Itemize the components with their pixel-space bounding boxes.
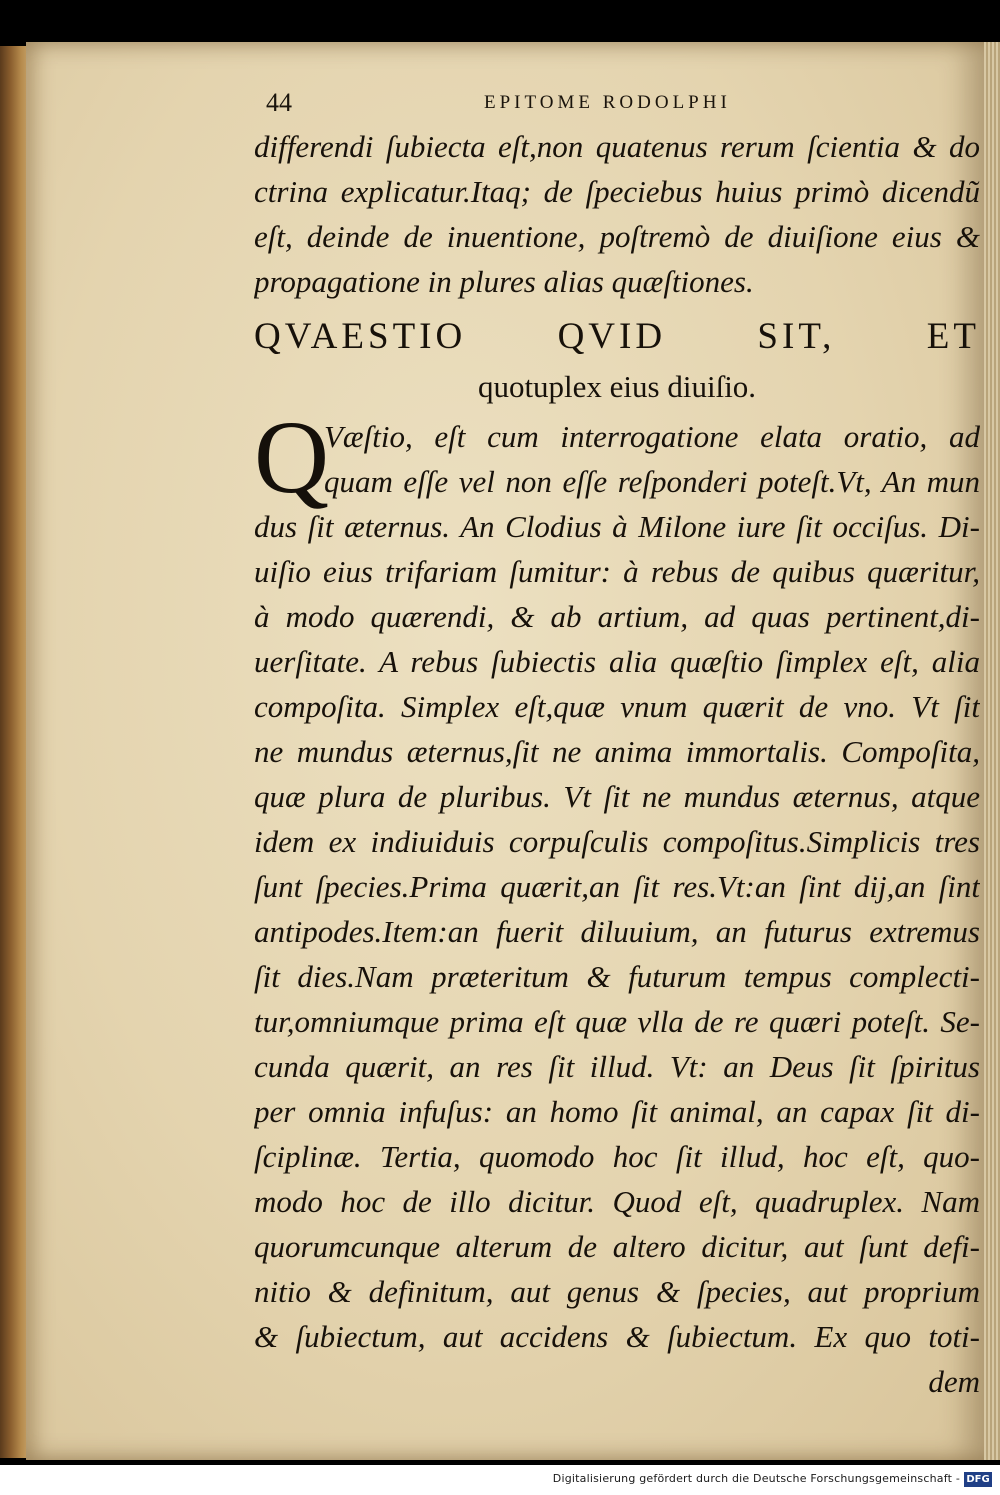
drop-cap: Q (254, 400, 330, 515)
funding-notice: Digitalisierung gefördert durch die Deutsche Forschungsgemeinschaft - (552, 1472, 960, 1485)
text-line: Væſtio, eſt cum interrogatione elata oratio, ad (324, 419, 980, 454)
text-line: idem ex indiuiduis corpuſculis compoſitus.Simplicis tres (254, 824, 980, 859)
dfg-logo-icon: DFG (964, 1472, 992, 1487)
page-stack-edge (984, 42, 1000, 1460)
text-line: ſunt ſpecies.Prima quærit,an ſit res.Vt:an ſint dij,an ſint (254, 869, 980, 904)
text-line: propagatione in plures alias quæſtiones. (254, 264, 754, 299)
text-line: eſt, deinde de inuentione, poſtremò de diuiſione eius & (254, 219, 980, 254)
text-line: ſciplinæ. Tertia, quomodo hoc ſit illud, hoc eſt, quo- (254, 1139, 980, 1174)
text-line: differendi ſubiecta eſt,non quatenus rerum ſcientia & do (254, 129, 980, 164)
running-head-title: EPITOME RODOLPHI (484, 92, 731, 113)
text-line: tur,omniumque prima eſt quæ vlla de re quæri poteſt. Se- (254, 1004, 980, 1039)
text-line: ne mundus æternus,ſit ne anima immortalis. Compoſita, (254, 734, 980, 769)
running-head (260, 88, 980, 124)
text-line: quæ plura de pluribus. Vt ſit ne mundus æternus, atque (254, 779, 980, 814)
text-line: ſit dies.Nam præteritum & futurum tempus complecti- (254, 959, 980, 994)
text-line: antipodes.Item:an fuerit diluuium, an futurus extremus (254, 914, 980, 949)
footer-bar (0, 1465, 1000, 1495)
text-block (254, 124, 980, 1404)
text-line: uerſitate. A rebus ſubiectis alia quæſtio ſimplex eſt, alia (254, 644, 980, 679)
section-subheading: quotuplex eius diuiſio. (477, 369, 757, 404)
text-line: quorumcunque alterum de altero dicitur, aut ſunt defi- (254, 1229, 980, 1264)
text-line: à modo quærendi, & ab artium, ad quas pertinent,di- (254, 599, 980, 634)
text-line: compoſita. Simplex eſt,quæ vnum quærit de vno. Vt ſit (254, 689, 980, 724)
text-line: ctrina explicatur.Itaq; de ſpeciebus huius primò dicendũ (254, 174, 980, 209)
catchword: dem (928, 1364, 980, 1399)
text-line: cunda quærit, an res ſit illud. Vt: an Deus ſit ſpiritus (254, 1049, 980, 1084)
text-line: nitio & definitum, aut genus & ſpecies, aut proprium (254, 1274, 980, 1309)
text-line: & ſubiectum, aut accidens & ſubiectum. Ex quo toti- (254, 1319, 980, 1354)
text-line: quam eſſe vel non eſſe reſponderi poteſt.Vt, An mun (324, 464, 980, 499)
section-heading: QVAESTIO QVID SIT, ET (254, 316, 980, 357)
text-line: modo hoc de illo dicitur. Quod eſt, quadruplex. Nam (254, 1184, 980, 1219)
text-line: uiſio eius trifariam ſumitur: à rebus de quibus quæritur, (254, 554, 980, 589)
text-line: dus ſit æternus. An Clodius à Milone iure ſit occiſus. Di- (254, 509, 980, 544)
text-line: per omnia infuſus: an homo ſit animal, an capax ſit di- (254, 1094, 980, 1129)
page-number: 44 (266, 88, 292, 117)
